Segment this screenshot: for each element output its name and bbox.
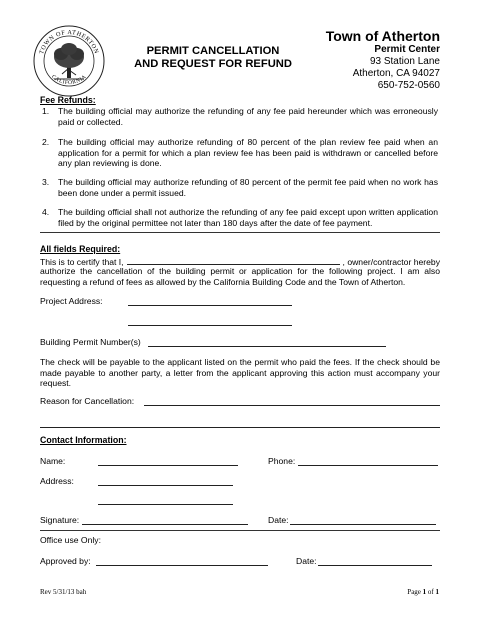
project-address-field-2[interactable] bbox=[128, 325, 292, 326]
address-label: Address: bbox=[40, 476, 74, 486]
refund-item-1 bbox=[42, 106, 438, 127]
name-label: Name: bbox=[40, 456, 66, 466]
address-line-1: 93 Station Lane bbox=[369, 56, 440, 67]
refund-item-4 bbox=[42, 207, 438, 228]
signature-field[interactable] bbox=[82, 524, 248, 525]
office-use-label: Office use Only: bbox=[40, 535, 101, 545]
address-line-2: Atherton, CA 94027 bbox=[352, 68, 440, 79]
reason-field-2[interactable] bbox=[40, 427, 440, 428]
page-current: 1 bbox=[422, 588, 427, 596]
check-payable-paragraph: The check will be payable to the applicant listed on the permit who paid the fees. If the check should be made payable to another party, a letter from the applicant approving this action must accompany your request. bbox=[40, 357, 440, 388]
seal-bottom-text: CALIFORNIA bbox=[50, 73, 88, 87]
title-line-2: AND REQUEST FOR REFUND bbox=[134, 58, 292, 70]
project-address-label: Project Address: bbox=[40, 296, 103, 306]
date-label: Date: bbox=[268, 515, 289, 525]
certify-suffix: , owner/contractor hereby bbox=[342, 257, 440, 267]
phone-label: Phone: bbox=[268, 456, 296, 466]
signature-label: Signature: bbox=[40, 515, 80, 525]
item-number: 1. bbox=[42, 106, 50, 116]
page-number bbox=[407, 588, 439, 596]
name-field[interactable] bbox=[98, 465, 238, 466]
permit-number-field[interactable] bbox=[148, 346, 386, 347]
form-title bbox=[118, 45, 308, 71]
item-number: 3. bbox=[42, 177, 50, 187]
approved-by-field[interactable] bbox=[96, 565, 268, 566]
certify-paragraph: authorize the cancellation of the building permit or application for the following project. I am also requesting a refund of fees as allowed by the California Building Code and the Town of Atherton. bbox=[40, 266, 440, 287]
item-number: 4. bbox=[42, 207, 50, 217]
address-field-2[interactable] bbox=[98, 504, 233, 505]
address-field[interactable] bbox=[98, 485, 233, 486]
revision-note: Rev 5/31/13 bah bbox=[40, 588, 87, 596]
town-address-block bbox=[326, 28, 440, 92]
fee-refunds-heading: Fee Refunds: bbox=[40, 95, 96, 105]
page-total: 1 bbox=[435, 588, 439, 596]
office-divider bbox=[40, 530, 440, 531]
department-name: Permit Center bbox=[374, 44, 440, 55]
contact-heading: Contact Information: bbox=[40, 435, 127, 445]
town-seal bbox=[32, 24, 106, 98]
permit-number-label: Building Permit Number(s) bbox=[40, 337, 141, 347]
item-text: The building official may authorize refunding of 80 percent of the permit fee paid when no work has been done under a permit issued. bbox=[58, 177, 438, 198]
approved-by-label: Approved by: bbox=[40, 556, 91, 566]
item-number: 2. bbox=[42, 137, 50, 147]
reason-label: Reason for Cancellation: bbox=[40, 396, 135, 406]
section-divider bbox=[40, 232, 440, 233]
project-address-field[interactable] bbox=[128, 305, 292, 306]
item-text: The building official may authorize refunding of 80 percent of the plan review fee paid when an application for a permit for which a plan review fee has been paid is withdrawn or cancelled before any plan reviewing is done. bbox=[58, 137, 438, 168]
refund-item-2 bbox=[42, 137, 438, 169]
refund-item-3 bbox=[42, 177, 438, 198]
page-of: of bbox=[427, 588, 434, 596]
item-text: The building official shall not authorize the refunding of any fee paid except upon written application filed by the original permittee not later than 180 days after the date of fee payment. bbox=[58, 207, 438, 228]
owner-name-field[interactable] bbox=[127, 255, 340, 265]
date-field[interactable] bbox=[290, 524, 436, 525]
reason-field[interactable] bbox=[144, 405, 440, 406]
certify-prefix: This is to certify that I, bbox=[40, 257, 124, 267]
approval-date-label: Date: bbox=[296, 556, 317, 566]
item-text: The building official may authorize the refunding of any fee paid hereunder which was erroneously paid or collected. bbox=[58, 106, 438, 127]
title-line-1: PERMIT CANCELLATION bbox=[146, 45, 280, 57]
town-name: Town of Atherton bbox=[325, 28, 440, 44]
approval-date-field[interactable] bbox=[318, 565, 432, 566]
required-fields-heading: All fields Required: bbox=[40, 244, 121, 254]
seal-top-text: TOWN OF ATHERTON bbox=[38, 28, 100, 55]
phone-field[interactable] bbox=[298, 465, 438, 466]
phone-number: 650-752-0560 bbox=[377, 80, 440, 91]
page-word: Page bbox=[407, 588, 421, 596]
